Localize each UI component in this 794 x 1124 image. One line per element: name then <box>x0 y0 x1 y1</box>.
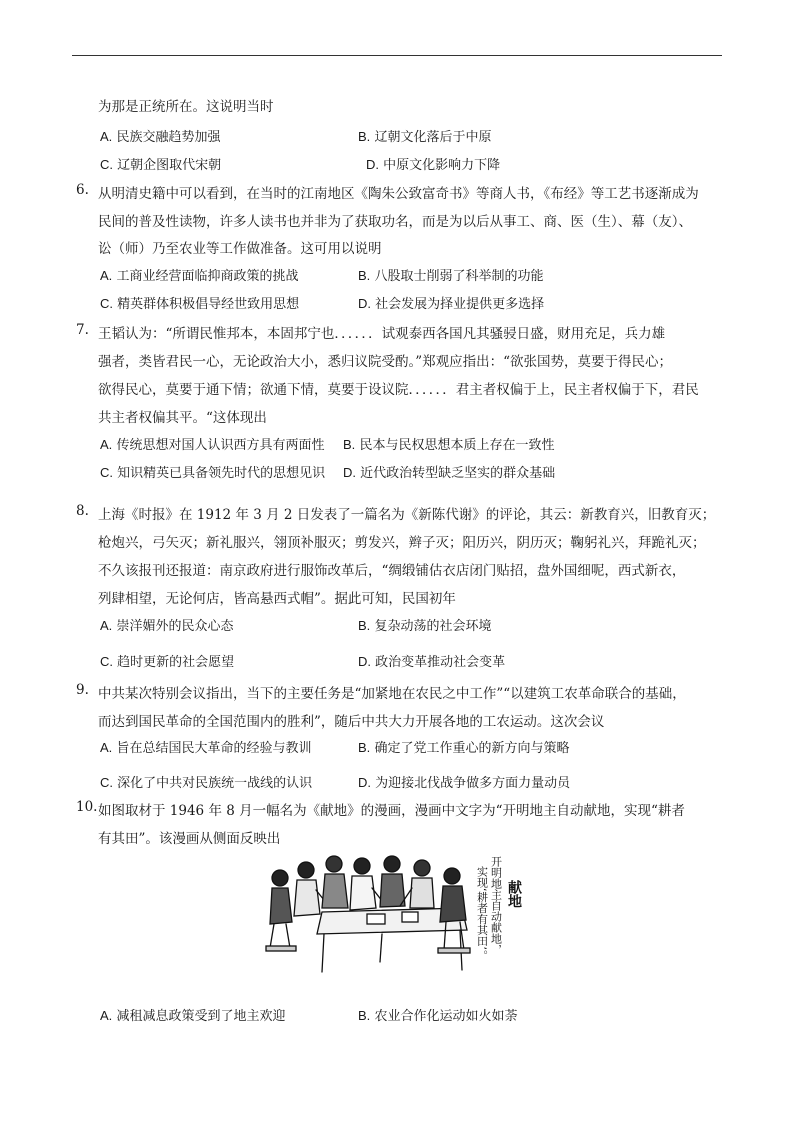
question-text-line: 从明清史籍中可以看到，在当时的江南地区《陶朱公致富奇书》等商人书，《布经》等工艺书逐渐成为 <box>98 186 699 202</box>
option-d[interactable]: D. 近代政治转型缺乏坚实的群众基础 <box>343 465 556 481</box>
cartoon-caption: 实现‘耕者有其田’。 <box>475 866 489 961</box>
question-text-line: 强者，类皆君民一心，无论政治大小，悉归议院受酌。”郑观应指出：“欲张国势，莫要于得民心； <box>98 354 673 370</box>
option-a[interactable]: A. 工商业经营面临抑商政策的挑战 <box>100 268 299 284</box>
question-text-line: 为那是正统所在。这说明当时 <box>98 99 274 115</box>
option-b[interactable]: B. 民本与民权思想本质上存在一致性 <box>343 437 555 453</box>
option-a[interactable]: A. 旨在总结国民大革命的经验与教训 <box>100 740 312 756</box>
option-a[interactable]: A. 传统思想对国人认识西方具有两面性 <box>100 437 325 453</box>
option-b[interactable]: B. 辽朝文化落后于中原 <box>358 129 492 145</box>
question-text-line: 枪炮兴，弓矢灭；新礼服兴，翎顶补服灭；剪发兴，辫子灭；阳历兴，阴历灭；鞠躬礼兴，拜跪礼灭； <box>98 535 706 551</box>
question-text-line: 中共某次特别会议指出，当下的主要任务是“加紧地在农民之中工作”“以建筑工农革命联合的基础， <box>98 686 686 702</box>
question-text-line: 讼（师）乃至农业等工作做准备。这可用以说明 <box>98 241 382 257</box>
option-a[interactable]: A. 民族交融趋势加强 <box>100 129 221 145</box>
option-a[interactable]: A. 崇洋媚外的民众心态 <box>100 618 234 634</box>
cartoon-title: 献地 <box>506 880 522 908</box>
cartoon-caption: 开明地主自动献地， <box>489 856 503 955</box>
question-number: 10. <box>76 799 98 815</box>
option-b[interactable]: B. 确定了党工作重心的新方向与策略 <box>358 740 570 756</box>
question-text-line: 上海《时报》在 1912 年 3 月 2 日发表了一篇名为《新陈代谢》的评论，其云：新教育兴，旧教育灭； <box>98 507 716 523</box>
question-text-line: 如图取材于 1946 年 8 月一幅名为《献地》的漫画，漫画中文字为“开明地主自动献地，实现“耕者 <box>98 803 685 819</box>
question-number: 7. <box>76 322 89 338</box>
question-text-line: 民间的普及性读物，许多人读书也并非为了获取功名，而是为以后从事工、商、医（生）、幕（友）、 <box>98 214 692 230</box>
question-text-line: 欲得民心，莫要于通下情；欲通下情，莫要于设议院．．．．．．君主者权偏于上，民主者权偏于下，君民 <box>98 382 699 398</box>
question-text-line: 不久该报刊还报道：南京政府进行服饰改革后，“绸缎铺估衣店闭门贴招，盘外国细呢，西式新衣， <box>98 563 686 579</box>
option-c[interactable]: C. 深化了中共对民族统一战线的认识 <box>100 775 313 791</box>
header-rule <box>72 55 722 56</box>
option-c[interactable]: C. 精英群体积极倡导经世致用思想 <box>100 296 300 312</box>
option-b[interactable]: B. 八股取士削弱了科举制的功能 <box>358 268 544 284</box>
option-d[interactable]: D. 政治变革推动社会变革 <box>358 654 506 670</box>
option-c[interactable]: C. 知识精英已具备领先时代的思想见识 <box>100 465 326 481</box>
option-b[interactable]: B. 农业合作化运动如火如荼 <box>358 1008 518 1024</box>
option-c[interactable]: C. 辽朝企图取代宋朝 <box>100 157 222 173</box>
question-number: 9. <box>76 682 89 698</box>
question-text-line: 而达到国民革命的全国范围内的胜利”，随后中共大力开展各地的工农运动。这次会议 <box>98 714 605 730</box>
option-c[interactable]: C. 趋时更新的社会愿望 <box>100 654 235 670</box>
option-d[interactable]: D. 中原文化影响力下降 <box>366 157 501 173</box>
option-d[interactable]: D. 社会发展为择业提供更多选择 <box>358 296 545 312</box>
option-a[interactable]: A. 减租减息政策受到了地主欢迎 <box>100 1008 286 1024</box>
question-text-line: 共主者权偏其平。“这体现出 <box>98 410 267 426</box>
option-d[interactable]: D. 为迎接北伐战争做多方面力量动员 <box>358 775 571 791</box>
question-text-line: 列肆相望，无论何店，皆高悬西式帽”。据此可知，民国初年 <box>98 591 456 607</box>
question-number: 6. <box>76 182 89 198</box>
question-number: 8. <box>76 503 89 519</box>
option-b[interactable]: B. 复杂动荡的社会环境 <box>358 618 492 634</box>
question-text-line: 有其田”。该漫画从侧面反映出 <box>98 831 281 847</box>
question-text-line: 王韬认为：“所谓民惟邦本，本固邦宁也．．．．．．试观泰西各国凡其骚骎日盛，财用充足，兵力雄 <box>98 326 666 342</box>
cartoon-illustration <box>262 850 532 978</box>
